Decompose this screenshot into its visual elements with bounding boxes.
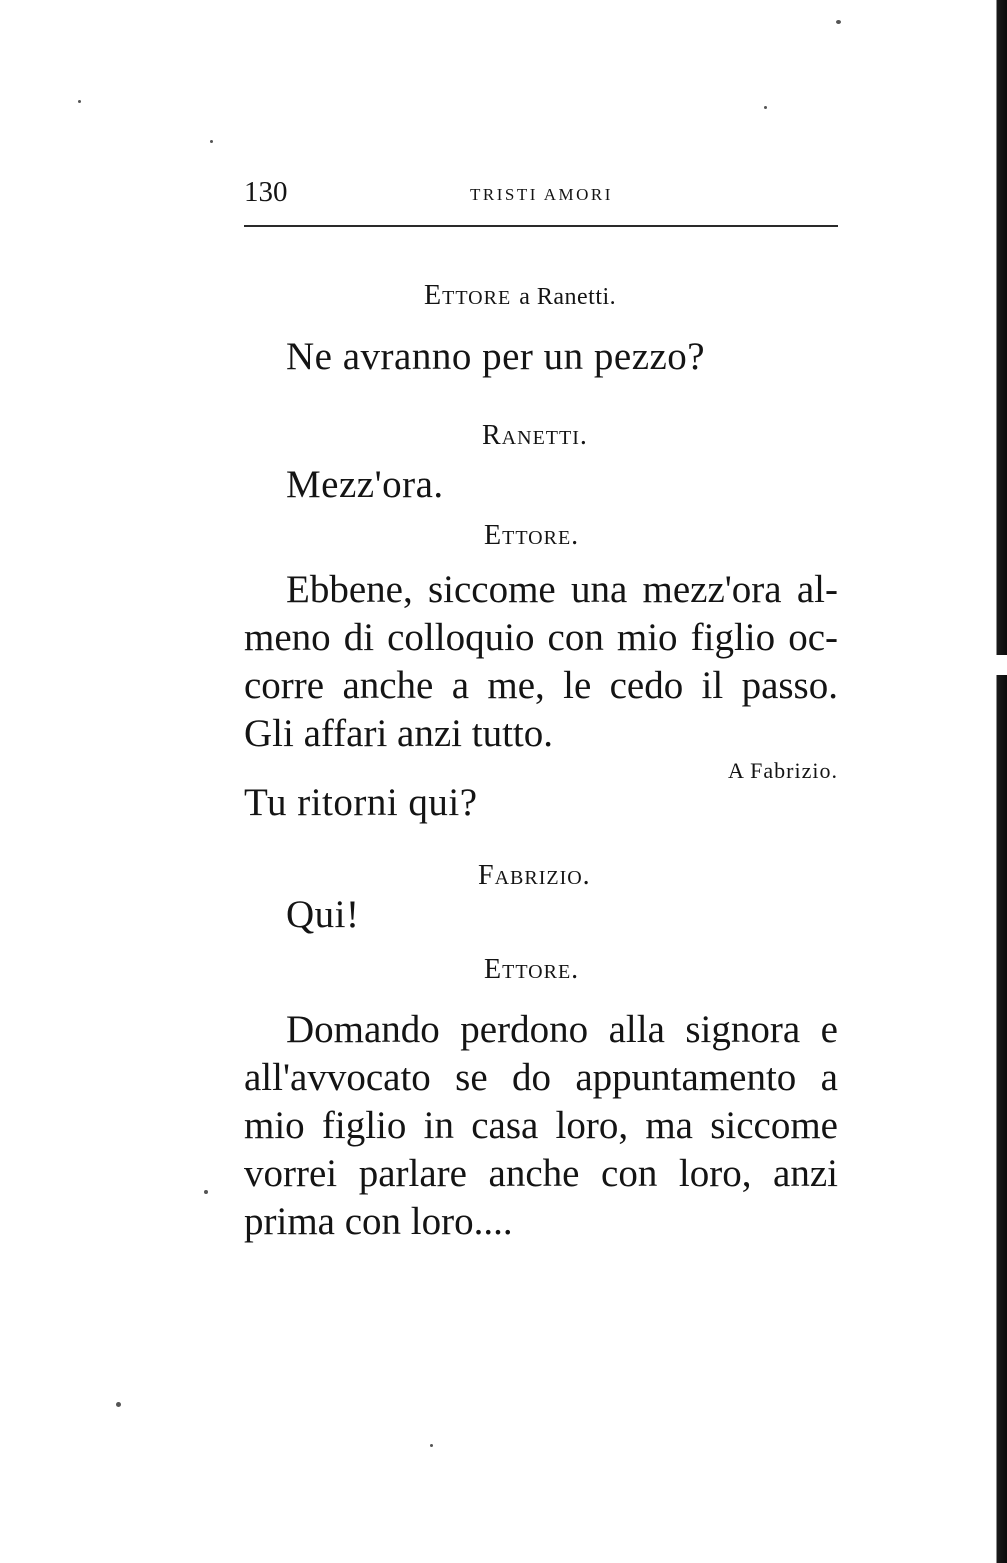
- paragraph-line: mio figlio in casa loro, ma siccome: [244, 1104, 838, 1147]
- dialogue-line: Qui!: [286, 893, 360, 936]
- stage-direction: A Fabrizio.: [728, 758, 838, 783]
- speaker-heading: Ettore.: [484, 520, 580, 551]
- paragraph-line: Gli affari anzi tutto.: [244, 712, 554, 755]
- scan-speck: [204, 1190, 208, 1194]
- scan-speck: [836, 20, 841, 24]
- scan-speck: [210, 140, 213, 143]
- speaker-heading: [424, 280, 616, 312]
- binding-edge-gap: [995, 655, 1007, 675]
- paragraph-line: all'avvocato se do appuntamento a: [244, 1056, 838, 1099]
- dialogue-paragraph: [244, 566, 838, 758]
- dialogue-line: Mezz'ora.: [286, 463, 444, 506]
- header-rule: [244, 225, 838, 227]
- page-number: 130: [244, 176, 288, 208]
- speaker-heading: Ettore.: [484, 954, 580, 985]
- speaker-heading: Fabrizio.: [478, 860, 591, 891]
- paragraph-line: Ebbene, siccome una mezz'ora al-: [286, 568, 838, 611]
- scan-speck: [764, 106, 767, 109]
- speaker-heading: Ranetti.: [482, 420, 588, 451]
- paragraph-line: prima con loro....: [244, 1200, 513, 1243]
- paragraph-line: Domando perdono alla signora e: [286, 1008, 838, 1051]
- speaker-direction: a Ranetti.: [519, 284, 617, 310]
- dialogue-line: Ne avranno per un pezzo?: [286, 335, 706, 378]
- scan-speck: [430, 1444, 433, 1447]
- running-head: [244, 176, 838, 216]
- paragraph-line: meno di colloquio con mio figlio oc-: [244, 616, 838, 659]
- paragraph-line: vorrei parlare anche con loro, anzi: [244, 1152, 838, 1195]
- scan-speck: [78, 100, 81, 103]
- running-title: TRISTI AMORI: [470, 185, 613, 204]
- binding-edge: [978, 0, 1007, 1563]
- dialogue-line: Tu ritorni qui?: [244, 781, 478, 824]
- scan-speck: [116, 1402, 121, 1407]
- speaker-name: Ettore: [424, 280, 512, 311]
- paragraph-line: corre anche a me, le cedo il passo.: [244, 664, 838, 707]
- dialogue-paragraph: [244, 1006, 838, 1246]
